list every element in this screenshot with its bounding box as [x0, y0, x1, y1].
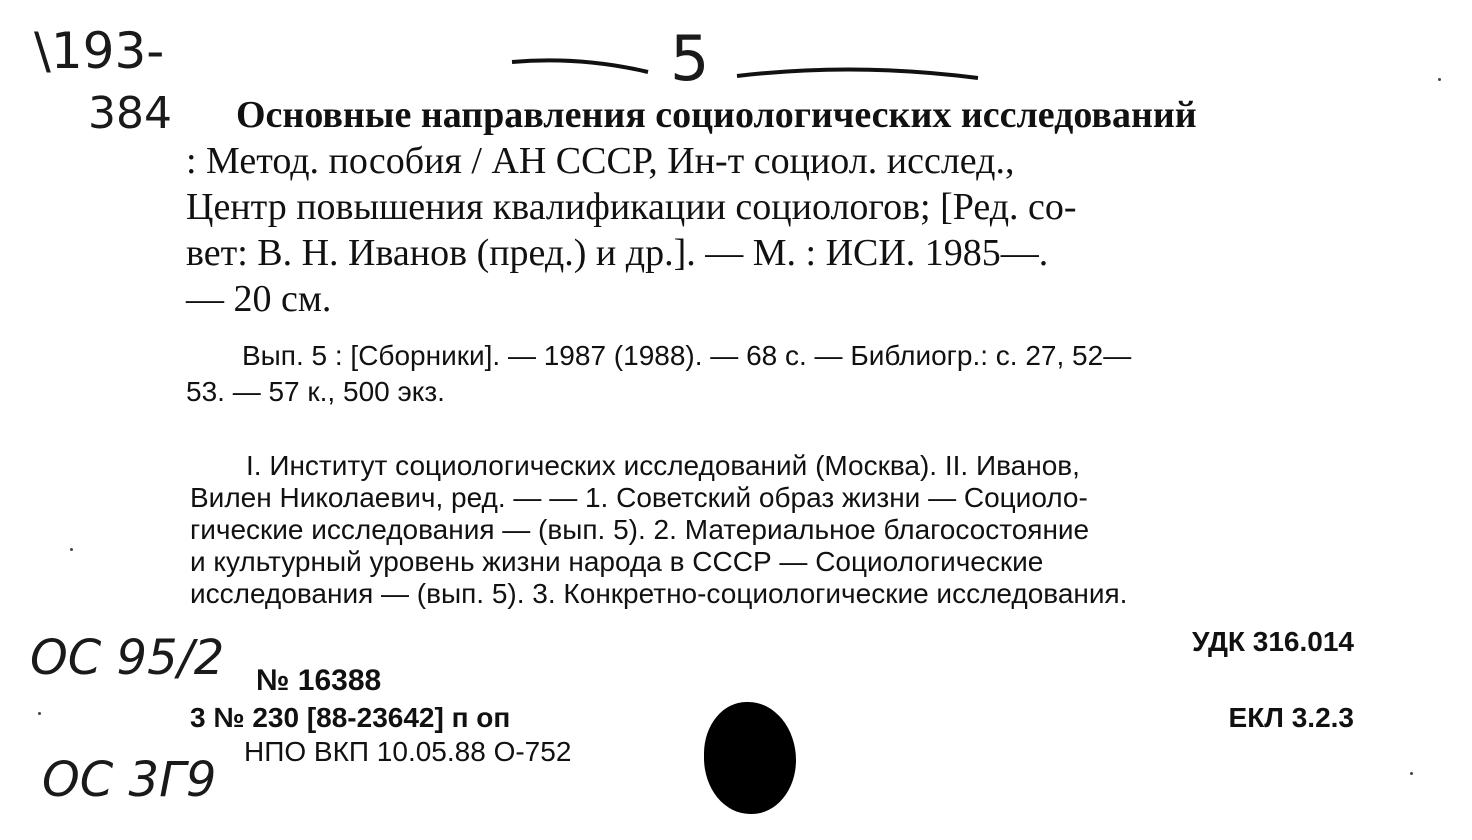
speck: [1438, 78, 1441, 81]
subject-line: I. Институт социологических исследований (Москва). II. Иванов,: [246, 450, 1080, 481]
udk-code: УДК 316.014: [1191, 626, 1354, 657]
entry-line: Центр повышения квалификации социологов; [Ред. со-: [186, 186, 1077, 228]
punch-hole: [704, 702, 796, 814]
issue-description: [186, 338, 1326, 410]
subject-line: и культурный уровень жизни народа в СССР — Социологические: [190, 546, 1044, 577]
entry-title: Основные направления социологических исследований: [236, 94, 1197, 136]
handwritten-shelf-mark: \193-: [34, 22, 165, 80]
subject-line: Вилен Николаевич, ред. — — 1. Советский образ жизни — Социоло-: [190, 482, 1088, 513]
handwritten-note-1: OC 95/2: [30, 630, 225, 686]
subject-line: гические исследования — (вып. 5). 2. Материальное благосостояние: [190, 514, 1090, 545]
registration-number: № 16388: [256, 664, 382, 697]
printer-line: НПО ВКП 10.05.88 О-752: [244, 736, 572, 767]
entry-line: вет: В. Н. Иванов (пред.) и др.]. — М. : ИСИ. 1985—.: [186, 232, 1049, 274]
issue-line: Вып. 5 : [Сборники]. — 1987 (1988). — 68 с. — Библиогр.: с. 27, 52—: [242, 340, 1132, 371]
subject-line: исследования — (вып. 5). 3. Конкретно-социологические исследования.: [190, 578, 1128, 609]
handwritten-dash-right: [735, 62, 980, 84]
ekl-code: ЕКЛ 3.2.3: [1228, 702, 1354, 733]
handwritten-dash-left: [510, 54, 650, 76]
speck: [1410, 772, 1413, 775]
handwritten-shelf-mark-2: 384: [88, 88, 172, 139]
speck: [38, 712, 41, 715]
handwritten-issue-number: 5: [670, 22, 710, 95]
entry-line: : Метод. пособия / АН СССР, Ин-т социол. исслед.,: [186, 140, 1015, 182]
order-line: 3 № 230 [88-23642] п оп: [190, 702, 511, 733]
entry-line: — 20 см.: [186, 278, 332, 320]
subject-headings: [190, 450, 1358, 610]
issue-line: 53. — 57 к., 500 экз.: [186, 376, 445, 407]
handwritten-note-2: OC 3Г9: [42, 752, 217, 808]
speck: [70, 548, 73, 551]
main-entry: [186, 92, 1351, 322]
